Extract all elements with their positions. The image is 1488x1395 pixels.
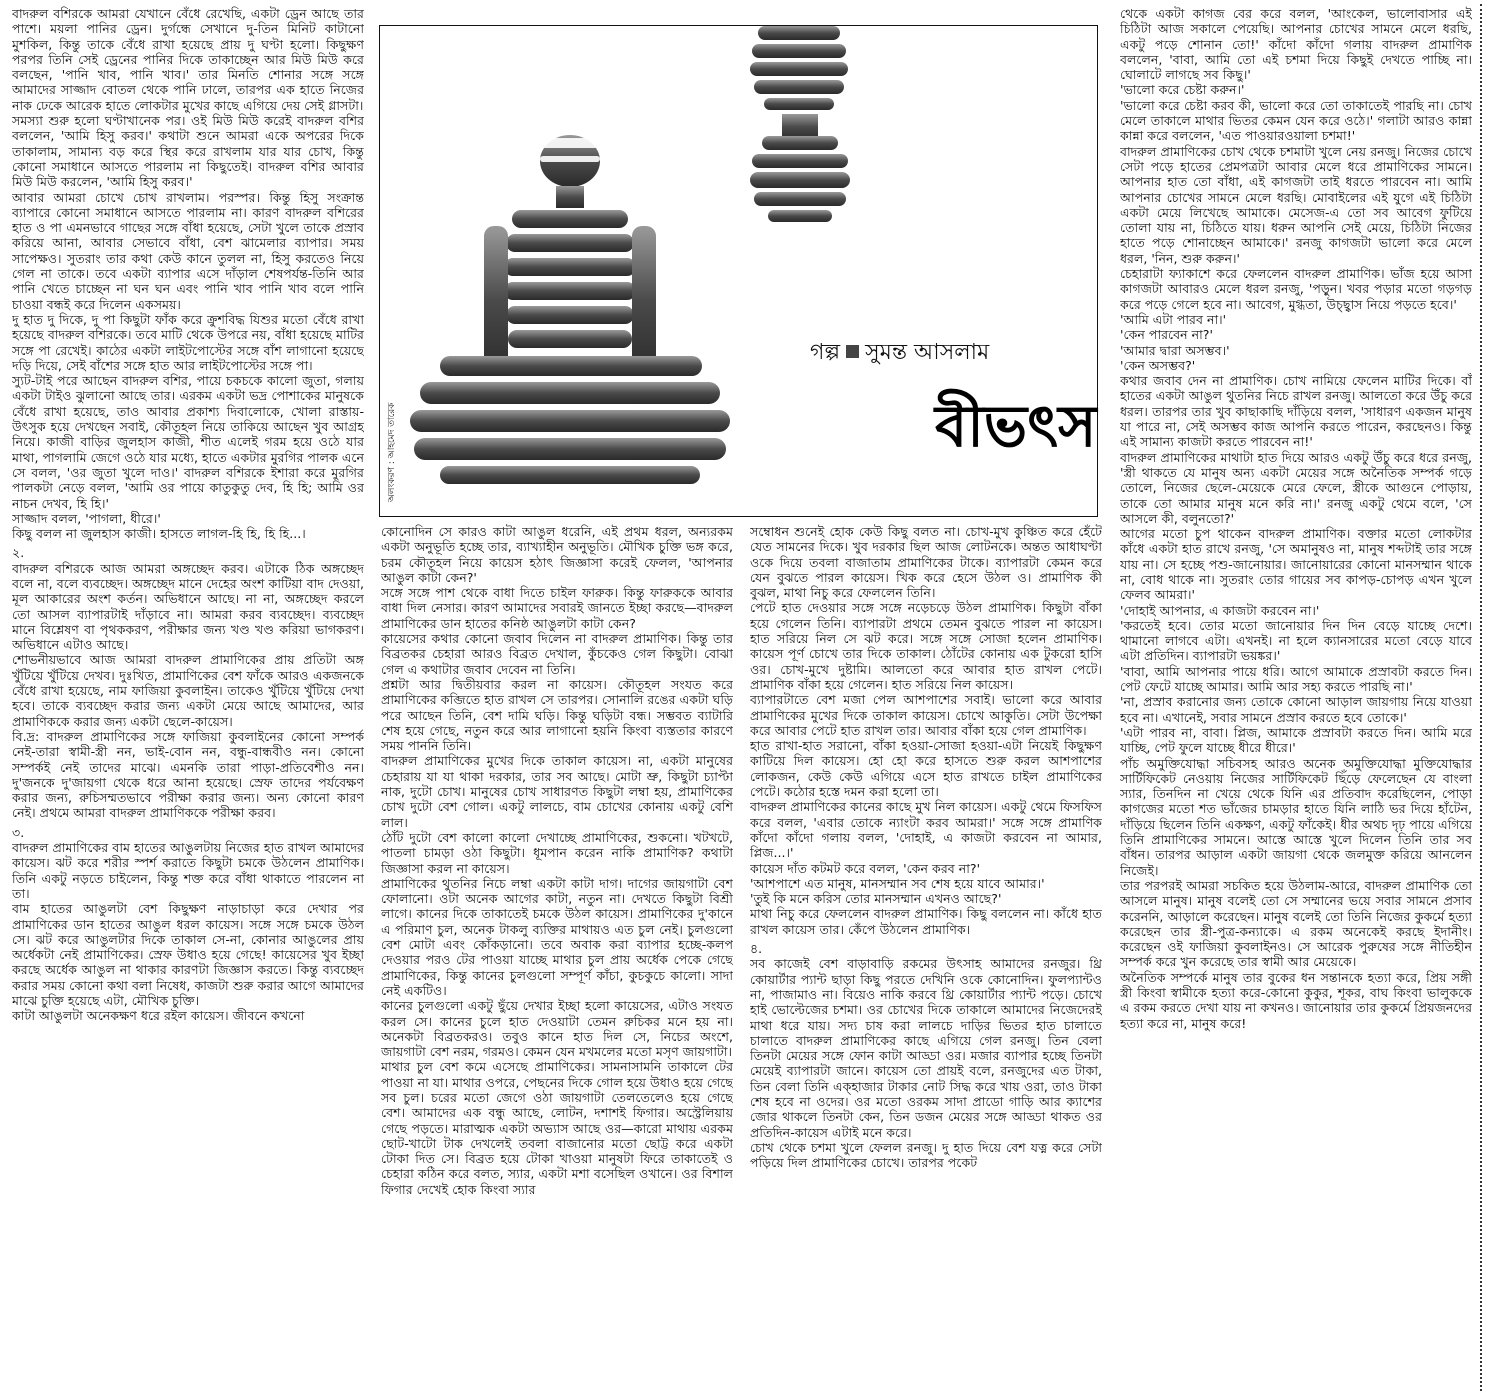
paragraph: তার পরপরই আমরা সচকিত হয়ে উঠলাম-আরে, বাদরুল প্রামাণিক তো আসলে মানুষ। মানুষ বলেই তো সে সম্মানের ভয়ে সবার সামনে প্রসাব করেননি, আড়ালে করেছেন। মানুষ বলেই তো তিনি নিজের কুকর্মে হত্যা করেছেন তার স্ত্রী-পুত্র-কন্যাকে। এ রকম অনেকেই করছে ইদানীং। করেছেন ওই ফাজিয়া কুবলাইনও। সে আরেক পুরুষের সঙ্গে নীতিহীন সম্পর্ক করে খুন করেছে তার স্বামী আর মেয়েকে। xyxy=(1120,877,1472,970)
paragraph: 'ভালো করে চেষ্টা করুন।' xyxy=(1120,82,1245,98)
paragraph: 'আমি এটা পারব না।' xyxy=(1120,311,1227,327)
paragraph: বাদরুল প্রামাণিকের চোখ থেকে চশমাটা খুলে নেয় রনজু। নিজের চোখে সেটা পড়ে হাতের প্রেমপত্রটা আবার মেলে ধরে প্রামাণিকের সামনে। আপনার হাত তো বাঁধা, এই কাগজটা তাই ধরতে পারবেন না। আমি আপনার চোখের সামনে মেলে ধরছি। মোবাইলের এই যুগে এই চিঠিটা একটা মেয়ে লিখেছে আমাকে। মেসেজ-এ তো সব আবেগ ফুটিয়ে তোলা যায় না, চিঠিতে যায়। ধরুন আপনি সেই মেয়ে, চিঠিটা নিজের হাতে পড়ে শোনাচ্ছেন আমাকে।' রনজু কাগজটা ভালো করে মেলে ধরল, 'নিন, শুরু করুন।' xyxy=(1120,143,1472,266)
paragraph: 'আশপাশে এত মানুষ, মানসম্মান সব শেষ হয়ে যাবে আমার।' xyxy=(750,875,1045,891)
paragraph: কোনোদিন সে কারও কাটা আঙুল ধরেনি, এই প্রথম ধরল, অন্যরকম একটা অনুভূতি হচ্ছে তার, ব্যাখ্যাহীন অনুভূতি। মৌখিক চুক্তি ভঙ্গ করে, চরম কৌতূহল নিয়ে কায়েস হঠাৎ জিজ্ঞাসা করেই ফেলল, 'আপনার আঙুল কাটা কেন?' xyxy=(381,524,733,585)
author-name: সুমন্ত আসলাম xyxy=(865,340,990,365)
paragraph: 'না, প্রস্রাব করানোর জন্য তোকে কোনো আড়াল জায়গায় নিয়ে যাওয়া হবে না। এখানেই, সবার সামনে প্রস্রাব করতে হবে তোকে।' xyxy=(1120,694,1472,725)
article-column-1 xyxy=(12,6,364,1391)
paragraph: 'কেন পারবেন না?' xyxy=(1120,327,1213,343)
meditating-figure xyxy=(410,135,730,484)
paragraph: দু হাত দু দিকে, দু পা কিছুটা ফাঁক করে ক্রুশবিদ্ধ যিশুর মতো বেঁধে রাখা হয়েছে বাদরুল বশিরকে। তবে মাটি থেকে উপরে নয়, বাঁধা হয়েছে মাটির সঙ্গে পা রেখেই। কাঠের একটা লাইটপোস্টের সঙ্গে বাঁশ লাগানো হয়েছে দড়ি দিয়ে, সেই বাঁশের সঙ্গে হাত আর লাইটপোস্টের সঙ্গে পা। xyxy=(12,311,364,373)
paragraph: ঠোঁট দুটো বেশ কালো কালো দেখাচ্ছে প্রামাণিকের, শুকনো। খটখটে, পাতলা চামড়া ওঠা কিছুটা। ধূমপান করেন নাকি প্রামাণিক? কথাটা জিজ্ঞাসা করল না কায়েস। xyxy=(381,829,733,876)
paragraph: বাদরুল প্রামাণিকের বাম হাতের আঙুলটায় নিজের হাত রাখল আমাদের কায়েস। ঝট করে শরীর স্পর্শ করাতে কিছুটা চমকে উঠলেন প্রামাণিক। তিনি একটু নড়তে চাইলেন, কিন্তু শক্ত করে বাঁধা থাকাতে পারলেন না তা। xyxy=(12,840,364,901)
paragraph: কথার জবাব দেন না প্রামাণিক। চোখ নামিয়ে ফেলেন মাটির দিকে। বাঁ হাতের একটা আঙুল থুতনির নিচে রাখল রনজু। আলতো করে উঁচু করে ধরল। তারপর তার খুব কাছাকাছি দাঁড়িয়ে বলল, 'সাধারণ একজন মানুষ যা পারে না, সেই অসম্ভব কাজ আপনি করতে পারেন, করছেনও। কিন্তু এই সামান্য কাজটা করতে পারবেন না!' xyxy=(1120,373,1472,450)
section-number: ২. xyxy=(12,545,25,561)
genre-label: গল্প xyxy=(810,340,841,365)
page-edge-dotted-rule xyxy=(1480,4,1482,1391)
paragraph: সঙ্গে সঙ্গে পাশ থেকে বাধা দিতে চাইল ফারুক। কিন্তু ফারুককে আবার বাধা দিল নেসার। কারণ আমাদের সবারই জানতে ইচ্ছা করছে—বাদরুল প্রামাণিকের ডান হাতের কনিষ্ঠ আঙুলটা কাটা কেন? xyxy=(381,585,733,631)
article-column-2 xyxy=(381,524,733,1391)
paragraph: বাদরুল বশিরকে আমরা যেখানে বেঁধে রেখেছি, একটা ড্রেন আছে তার পাশে। ময়লা পানির ড্রেন। দুর্গন্ধে সেখানে দু-তিন মিনিট কাটানো মুশকিল, কিন্তু তাকে বেঁধে রাখা হয়েছে প্রায় দু ঘণ্টা হলো। কিছুক্ষণ পরপর তিনি সেই ড্রেনের পানির দিকে তাকাচ্ছেন আর মিউ মিউ করে বলছেন, 'পানি খাব, পানি খাব।' তার মিনতি শোনার সঙ্গে সঙ্গে আমাদের সাজ্জাদ বোতল থেকে পানি ঢালে, তারপর এক হাতে নিজের নাক ঢেকে আরেক হাতে লোকটার মুখের কাছে এগিয়ে দেয় সেই গ্লাসটা। xyxy=(12,6,364,113)
story-headline: বীভৎস xyxy=(935,392,1097,460)
article-column-4 xyxy=(1120,6,1472,1391)
section-number: ৪. xyxy=(750,941,763,957)
paragraph: বাম হাতের আঙুলটা বেশ কিছুক্ষণ নাড়াচাড়া করে দেখার পর প্রামাণিকের ডান হাতের আঙুল ধরল কায়েস। সঙ্গে সঙ্গে চমকে উঠল সে। ঝট করে আঙুলটার দিকে তাকাল সে-না, কোনার আঙুলের প্রায় অর্ধেকটা নেই প্রামাণিকের। স্রেফ উধাও হয়ে গেছে! কায়েসের খুব ইচ্ছা করছে অর্ধেক আঙুল না থাকার কারণটা জিজ্ঞাস করতে। কিন্তু ব্যবচ্ছেদ করার সময় কোনো কথা বলা নিষেধ, কাজটা শুরু করার আগে আমাদের মাঝে চুক্তি হয়েছে এটা, মৌখিক চুক্তি। xyxy=(12,901,364,1008)
paragraph: কিছু বলল না জুলহাস কাজী। হাসতে লাগল-হি হি, হি হি...। xyxy=(12,526,306,542)
paragraph: পেটে হাত দেওয়ার সঙ্গে সঙ্গে নড়েচড়ে উঠল প্রামাণিক। কিছুটা বাঁকা হয়ে গেলেন তিনি। ব্যাপারটা প্রথমে তেমন বুঝতে পারল না কায়েস। হাত সরিয়ে নিল সে ঝট করে। সঙ্গে সঙ্গে সোজা হলেন প্রামাণিক। কায়েস পূর্ণ চোখে তার দিকে তাকাল। ঠোঁটের কোনায় এক টুকরো হাসি ওর। চোখ-মুখে দুষ্টামি। আলতো করে আবার হাত রাখল পেটে। প্রামাণিক বাঁকা হয়ে গেলেন। হাত সরিয়ে নিল কায়েস। xyxy=(750,600,1102,692)
paragraph: বাদরুল প্রামাণিকের মাথাটা হাত দিয়ে আরও একটু উঁচু করে ধরে রনজু, 'স্ত্রী থাকতে যে মানুষ অন্য একটা মেয়ের সঙ্গে অনৈতিক সম্পর্ক গড়ে তোলে, নিজের ছেলে-মেয়েকে মেরে ফেলে, স্ত্রীকে আগুনে পোড়ায়, তাকে তো আমার মানুষ মনে করি না।' রনজু একটু থেমে বলে, 'সে আসলে কী, বলুনতো?' xyxy=(1120,449,1472,526)
paragraph: সাজ্জাদ বলল, 'পাগলা, ধীরে।' xyxy=(12,510,161,526)
paragraph: 'ভালো করে চেষ্টা করব কী, ভালো করে তো তাকাতেই পারছি না। চোখ মেলে তাকালে মাথার ভিতর কেমন যেন করে ওঠে।' গলাটা আরও কান্না কান্না করে বললেন, 'এত পাওয়ারওয়ালা চশমা!' xyxy=(1120,97,1472,144)
paragraph: প্রামাণিকের থুতনির নিচে লম্বা একটা কাটা দাগ। দাগের জায়গাটা বেশ ফোলানো। ওটা অনেক আগের কাটা, নতুন না। দেখতে কিছুটা বিশ্রী লাগে। কানের দিকে তাকাতেই চমকে উঠল কায়েস। প্রামাণিকের দু'কানে এ পরিমাণ চুল, অনেক টাকলু ব্যক্তির মাথায়ও এত চুল নেই। চুলগুলো বেশ মোটা এবং কোঁকড়ানো। তবে অবাক করা ব্যাপার হচ্ছে-কলপ দেওয়ার পরও টের পাওয়া যাচ্ছে মাথার চুল প্রায় অর্ধেক পেকে গেছে প্রামাণিকের, কিন্তু কানের চুলগুলো সম্পূর্ণ কাঁচা, কুচকুচে কালো। সাদা নেই একটিও। xyxy=(381,875,733,998)
paragraph: কায়েস দাঁত কটমট করে বলল, 'কেন করব না?' xyxy=(750,860,981,876)
paragraph: চোখ থেকে চশমা খুলে ফেলল রনজু। দু হাত দিয়ে বেশ যত্ন করে সেটা পড়িয়ে দিল প্রামাণিকের চোখে। তারপর পকেট xyxy=(750,1139,1102,1171)
paragraph: কানের চুলগুলো একটু ছুঁয়ে দেখার ইচ্ছা হলো কায়েসের, এটাও সংযত করল সে। কানের চুলে হাত দেওয়াটা তেমন রুচিকর মনে হয় না। অনেকটা বিব্রতকরও। তবুও কানে হাত দিল সে, নিচের অংশে, জায়গাটা বেশ নরম, গরমও। কেমন যেন মখমলের মতো মসৃণ জায়গাটা। xyxy=(381,998,733,1060)
article-column-3 xyxy=(750,524,1102,1391)
paragraph: বি.দ্র: বাদরুল প্রামাণিকের সঙ্গে ফাজিয়া কুবলাইনের কোনো সম্পর্ক নেই-তারা স্বামী-স্ত্রী নন, ভাই-বোন নন, বন্ধু-বান্ধবীও নন। কোনো সম্পর্কই নেই তাদের মাঝে। এমনকি তারা পাড়া-প্রতিবেশীও নন। দু'জনকে দু'জায়গা থেকে ধরে আনা হয়েছে। স্রেফ তাদের পর্যবেক্ষণ করার জন্য, রুচিসম্মতভাবে পরীক্ষা করার জন্য। অন্য কোনো কারণ নেই। প্রথমে আমরা বাদরুল প্রামাণিককে পরীক্ষা করব। xyxy=(12,728,364,821)
paragraph: সমস্যা শুরু হলো ঘণ্টাখানেক পর। ওই মিউ মিউ করেই বাদরুল বশির বললেন, 'আমি হিসু করব।' কথাটা শুনে আমরা একে অপরের দিকে তাকালাম, সামান্য বড় করে স্থির করে রাখলাম যার যার চোখ, কিন্তু কোনো সমাধানে আসতে পারলাম না কিছুতেই। বাদরুল বশির আবার মিউ মিউ করলেন, 'আমি হিসু করব।' xyxy=(12,113,364,190)
paragraph: সব কাজেই বেশ বাড়াবাড়ি রকমের উৎসাহ আমাদের রনজুর। থ্রি কোয়ার্টার প্যান্ট ছাড়া কিছু পরতে দেখিনি ওকে কোনোদিন। ফুলপ্যান্টও না, পাজামাও না। বিয়েও নাকি করবে থ্রি কোয়ার্টার প্যান্ট পড়ে। চোখে হাই ভোল্টেজের চশমা। ওর চোখের দিকে তাকালে আমাদের নিজেদেরই মাথা ধরে যায়। সদ্য চাষ করা লালচে দাড়ির ভিতর হাত চালাতে চালাতে বাদরুল প্রামাণিকের কাছে এগিয়ে গেল রনজু। তিন বেলা তিনটা মেয়ের সঙ্গে ফোন কাটা আড্ডা ওর। মজার ব্যাপার হচ্ছে তিনটা মেয়েই ব্যাপারটা জানে। কায়েস তো প্রায়ই বলে, রনজুদের এত টাকা, তিন বেলা তিনি এক্‌হাজার টাকার নোট সিদ্ধ করে খায় ওরা, তাও টাকা শেষ হবে না ওদের। ওর মতো ওরকম সাদা প্রাডো গাড়ি আর ক্যাশের জোর থাকলে তিনটা কেন, তিন ডজন মেয়ের সঙ্গে আড্ডা থাকত ওর প্রতিদিন-কায়েস এটাই মনে করে। xyxy=(750,956,1102,1140)
section-number: ৩. xyxy=(12,824,25,840)
separator-square-icon xyxy=(846,345,859,358)
paragraph: 'দোহাই আপনার, এ কাজটা করবেন না।' xyxy=(1120,602,1320,618)
paragraph: পাঁচ অমুক্তিযোদ্ধা সচিবসহ আরও অনেক অমুক্তিযোদ্ধা মুক্তিযোদ্ধার সার্টিফিকেট নেওয়ায় নিজের সার্টিফিকেট ছিঁড়ে ফেলেছেন যে বাংলা স্যার, তিনদিন না খেয়ে থেকে যিনি এর প্রতিবাদ করেছিলেন, পোড়া কাগজের মতো শত ভাঁজের চামড়ার হাতে যিনি লাঠি ভর দিয়ে হাঁটেন, দাঁড়িয়ে ছিলেন তিনি একক্ষণ, একটু ফাঁকেই। ধীর অথচ দৃঢ় পায়ে এগিয়ে তিনি প্রামাণিকের সামনে। আস্তে আস্তে খুলে দিলেন তিনি তার সব বাঁধন। তারপর আড়াল একটা জায়গা থেকে জলমুক্ত করিয়ে আনলেন নিজেই। xyxy=(1120,755,1472,878)
paragraph: মাথা নিচু করে ফেললেন বাদরুল প্রামাণিক। কিছু বললেন না। কাঁধে হাত রাখল কায়েস তার। কেঁপে উঠলেন প্রামাণিক। xyxy=(750,906,1102,937)
paragraph: 'বাবা, আমি আপনার পায়ে ধরি। আগে আমাকে প্রস্রাবটা করতে দিন। পেট ফেটে যাচ্ছে আমার। আমি আর সহ্য করতে পারছি না।' xyxy=(1120,663,1472,695)
hanging-head-figure xyxy=(750,26,850,222)
paragraph: শোভনীয়ভাবে আজ আমরা বাদরুল প্রামাণিকের প্রায় প্রতিটা অঙ্গ খুঁটিয়ে খুঁটিয়ে দেখব। দুঃখিত, প্রামাণিকের বেশ ফাঁকে আরও একজনকে বেঁধে রাখা হয়েছে, নাম ফাজিয়া কুবলাইন। তাকেও খুঁটিয়ে খুঁটিয়ে দেখা হবে। তাকে ব্যবচ্ছেদ করার জন্য একটা মেয়ে আছে আমাদের, আর প্রামাণিককে করার জন্য একটা ছেলে-কায়েস। xyxy=(12,652,364,729)
paragraph: বাদরুল প্রামাণিকের কানের কাছে মুখ নিল কায়েস। একটু থেমে ফিসফিস করে বলল, 'এবার তোকে ন্যাংটা করব আমরা।' সঙ্গে সঙ্গে প্রামাণিক কাঁদো কাঁদো গলায় বলল, 'দোহাই, এ কাজটা করবেন না আমার, প্লিজ...।' xyxy=(750,799,1102,861)
paragraph: 'এটা পারব না, বাবা। প্লিজ, আমাকে প্রস্রাবটা করতে দিন। আমি মরে যাচ্ছি, পেট ফুলে যাচ্ছে ধীরে ধীরে।' xyxy=(1120,724,1472,756)
paragraph: 'তুই কি মনে করিস তোর মানসম্মান এখনও আছে?' xyxy=(750,891,1002,907)
paragraph: সম্বোধন শুনেই হোক কেউ কিছু বলত না। চোখ-মুখ কুঞ্চিত করে হেঁটে যেত সামনের দিকে। খুব দরকার ছিল আজ লোটনকে। অন্তত আধাঘণ্টা ওকে দিয়ে তবলা বাজাতাম প্রামাণিকের টাকে। ব্যাপারটা কেমন করে যেন বুঝতে পারল কায়েস। খিক করে হেসে উঠল ও। প্রামাণিক কী বুঝল, মাথা নিচু করে ফেললেন তিনি। xyxy=(750,524,1102,601)
paragraph: বাদরুল বশিরকে আজ আমরা অঙ্গচ্ছেদ করব। এটাকে ঠিক অঙ্গচ্ছেদ বলে না, বলে ব্যবচ্ছেদ। অঙ্গচ্ছেদ মানে দেহের অংশ কাটিয়া বাদ দেওয়া, মূল আকারের অংশ কর্তন। অভিধানে আছে। না না, অঙ্গচ্ছেদ করলে তো আসল ব্যাপারটাই দাঁড়াবে না। আমরা করব ব্যবচ্ছেদ। ব্যবচ্ছেদ মানে বিশ্লেষণ বা পৃথককরণ, পরীক্ষার জন্য খণ্ড খণ্ড করিয়া ভাগকরণ। অভিধানে এটাও আছে। xyxy=(12,560,364,653)
paragraph: 'করতেই হবে। তোর মতো জানোয়ার দিন দিন বেড়ে যাচ্ছে দেশে। থামানো লাগবে এটা। এখনই। না হলে ক্যানসারের মতো বেড়ে যাবে এটা প্রতিদিন। ব্যাপারটা ভয়ঙ্কর।' xyxy=(1120,617,1472,664)
paragraph: প্রশ্নটা আর দ্বিতীয়বার করল না কায়েস। কৌতূহল সংযত করে প্রামাণিকের কব্জিতে হাত রাখল সে তারপর। সোনালি রঙের একটা ঘড়ি পরে আছেন তিনি, বেশ দামি ঘড়ি। কিন্তু ঘড়িটা বন্ধ। সম্ভবত ব্যাটারি শেষ হয়ে গেছে, নতুন করে আর লাগানো হয়নি কিংবা ব্যস্ততার কারণে সময় পাননি তিনি। xyxy=(381,676,733,754)
paragraph: কাটা আঙুলটা অনেকক্ষণ ধরে রইল কায়েস। জীবনে কখনো xyxy=(12,1008,305,1024)
paragraph: মাথার চুল বেশ কমে এসেছে প্রামাণিকের। সামনাসামনি তাকালে টের পাওয়া না যা। মাথার ওপরে, পেছনের দিকে গোল হয়ে উধাও হয়ে গেছে সব চুল। চরের মতো জেগে ওঠা জায়গাটা তেলতেলেও হয়ে গেছে বেশ। আমাদের এক বন্ধু আছে, লোটন, দশাশই ফিগার। অস্ট্রেলিয়ায় গেছে পড়তে। মারাত্মক একটা অভ্যাস আছে ওর—কারো মাথায় এরকম ছোট-খাটো টাক দেখলেই তবলা বাজানোর মতো ছোট্ট করে একটা টোকা দিত সে। বিব্রত হয়ে টোকা খাওয়া মানুষটা ফিরে তাকাতেই ও চেহারা কঠিন করে বলত, স্যার, একটা মশা বসেছিল ওখানে। ওর বিশাল ফিগার দেখেই হোক কিংবা স্যার xyxy=(381,1059,733,1197)
paragraph: কায়েসের কথার কোনো জবাব দিলেন না বাদরুল প্রামাণিক। কিন্তু তার বিব্রতকর চেহারা আরও বিব্রত দেখাল, কুঁচকেও গেল কিছুটা। বোঝা গেল এ কথাটার জবাব দেবেন না তিনি। xyxy=(381,631,733,677)
paragraph: চেহারাটা ফ্যাকাশে করে ফেললেন বাদরুল প্রামাণিক। ভাঁজ হয়ে আসা কাগজটা আবারও মেলে ধরল রনজু, 'পড়ুন। খবর পড়ার মতো গড়গড় করে পড়ে গেলে হবে না। আবেগ, মুগ্ধতা, উচ্ছ্বাস নিয়ে পড়তে হবে।' xyxy=(1120,266,1472,312)
paragraph: থেকে একটা কাগজ বের করে বলল, 'আংকেল, ভালোবাসার এই চিঠিটা আজ সকালে পেয়েছি। আপনার চোখের সামনে মেলে ধরছি, একটু পড়ে শোনান তো!' কাঁদো কাঁদো গলায় বাদরুল প্রামাণিক বললেন, 'বাবা, আমি তো এই চশমা দিয়ে কিছুই দেখতে পাচ্ছি না। ঘোলাটে লাগছে সব কিছু।' xyxy=(1120,6,1472,83)
illustration-credit: অলংকরণ : আহমেদ তারেক xyxy=(387,402,397,502)
paragraph: বাদরুল প্রামাণিকের মুখের দিকে তাকাল কায়েস। না, একটা মানুষের চেহারায় যা যা থাকা দরকার, তার সব আছে। মোটা ভ্রু, কিছুটা চ্যাপ্টা নাক, দুটো চোখ। মানুষের চোখ সাধারণত কিছুটা লম্বা হয়, প্রামাণিকের চোখ দুটো বেশ গোল। একটু লালচে, বাম চোখের কোনায় একটু বেশি লাল। xyxy=(381,753,733,830)
paragraph: হাত রাখা-হাত সরানো, বাঁকা হওয়া-সোজা হওয়া-এটা নিয়েই কিছুক্ষণ কাটিয়ে দিল কায়েস। হো হো করে হাসতে শুরু করল আশপাশের লোকজন, কেউ কেউ এগিয়ে এসে হাত রাখতে চাইল প্রামাণিকের পেটে। কঠোর হস্তে দমন করা হলো তা। xyxy=(750,738,1102,800)
paragraph: 'কেন অসম্ভব?' xyxy=(1120,357,1196,373)
paragraph: আবার আমরা চোখে চোখ রাখলাম। পরস্পর। কিন্তু হিসু সংক্রান্ত ব্যাপারে কোনো সমাধানে আসতে পারলাম না। কারণ বাদরুল বশিরের হাত ও পা এমনভাবে গাছের সঙ্গে বাঁধা হয়েছে, সেটা খুলে তাকে প্রস্রাব করিয়ে আনা, আবার সেভাবে বাঁধা, বেশ ঝামেলার ব্যাপার। সময় সাপেক্ষও। সুতরাং তার কথা কেউ কানে তুলল না, হিসু করতেও নিয়ে গেল না তাকে। তবে একটা ব্যাপার এসে দাঁড়াল শেষপর্যন্ত-তিনি আর পানি খেতে চাচ্ছেন না ঘন ঘন এবং পানি খাব পানি খাব বলে পানি চাওয়া বন্ধই করে দিলেন একসময়। xyxy=(12,189,364,312)
paragraph: স্যুট-টাই পরে আছেন বাদরুল বশির, পায়ে চকচকে কালো জুতা, গলায় একটা টাইও ঝুলানো আছে তার। এরকম একটা ভদ্র পোশাকের মানুষকে বেঁধে রাখা হয়েছে, তাও আবার প্রকাশ্য দিবালোকে, খোলা রাস্তায়-উৎসুক হয়ে দেখছেন সবাই, কৌতূহল নিয়ে তাকিয়ে আছেন খুব আগ্রহ নিয়ে। কাজী বাড়ির জুলহাস কাজী, শীত এলেই গরম হয়ে ওঠে যার মাথা, পাগলামি জেগে ওঠে যার মধ্যে, হাতে একটার মুরগির পালক এনে সে বলল, 'ওর জুতা খুলে দাও।' বাদরুল বশিরকে ইশারা করে মুরগির পালকটা নেড়ে বলল, 'আমি ওর পায়ে কাতুকুতু দেব, হি হি; আমি ওর নাচন দেখব, হি হি।' xyxy=(12,373,364,511)
paragraph: ব্যাপারটাতে বেশ মজা পেল আশপাশের সবাই। ভালো করে আবার প্রামাণিকের মুখের দিকে তাকাল কায়েস। চোখে আকুতি। সেটা উপেক্ষা করে আবার পেটে হাত রাখল তার। আবার বাঁকা হয়ে গেল প্রামাণিক। xyxy=(750,692,1102,738)
paragraph: অনৈতিক সম্পর্কে মানুষ তার বুকের ধন সন্তানকে হত্যা করে, প্রিয় সঙ্গী স্ত্রী কিংবা স্বামীকে হত্যা করে-কোনো কুকুর, শূকর, বাঘ কিংবা ভালুককে এ রকম করতে দেখা যায় না কখনও। জানোয়ার তার কুকর্মে প্রিয়জনদের হত্যা করে না, মানুষ করে! xyxy=(1120,969,1472,1031)
paragraph: 'আমার দ্বারা অসম্ভব।' xyxy=(1120,342,1230,358)
paragraph: আগের মতো চুপ থাকেন বাদরুল প্রামাণিক। বক্তার মতো লোকটার কাঁধে একটা হাত রাখে রনজু, 'সে অমানুষও না, মানুষ শব্দটাই তার সঙ্গে যায় না। সে হচ্ছে পশু-জানোয়ার। জানোয়ারের কোনো মানসম্মান থাকে না, বোধ থাকে না। সুতরাং তোর গায়ের সব কাপড়-চোপড় এখন খুলে ফেলব আমরা।' xyxy=(1120,526,1472,603)
story-byline xyxy=(810,335,989,372)
